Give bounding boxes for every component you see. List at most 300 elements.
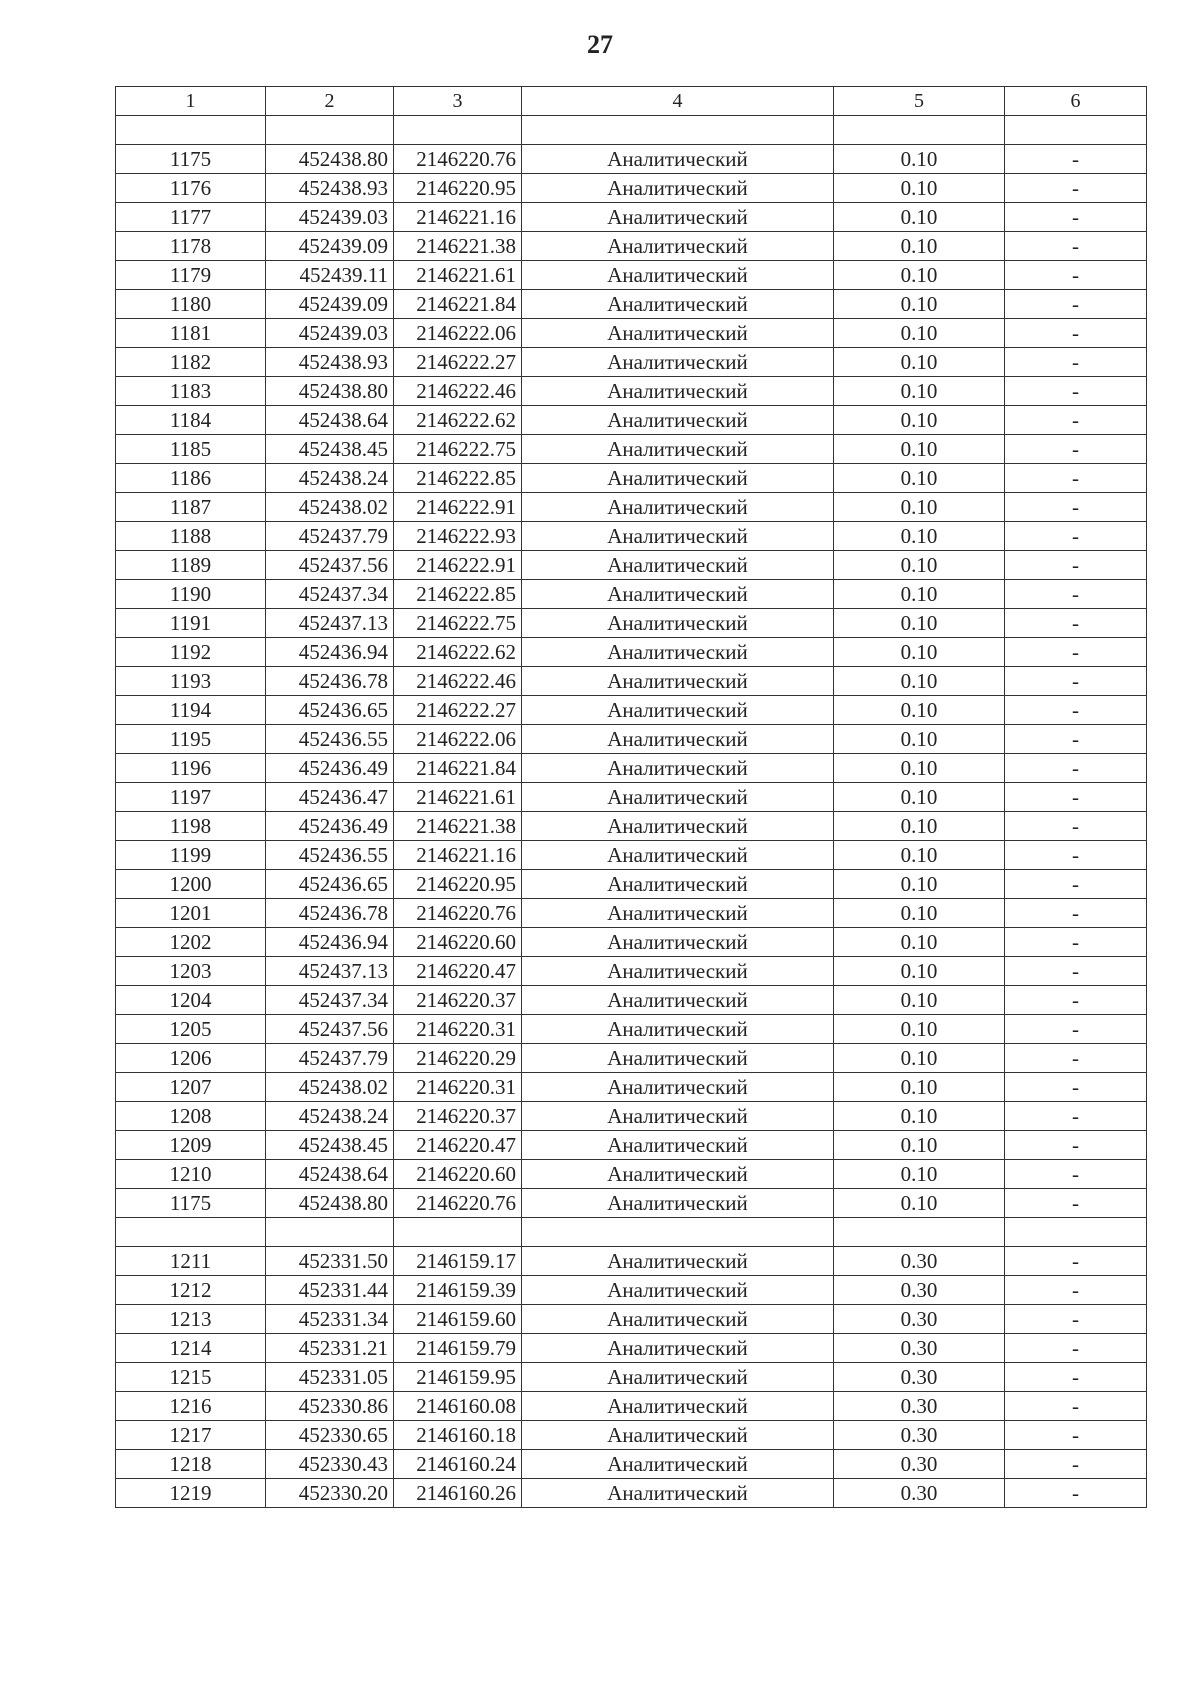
method-cell: Аналитический [522, 1247, 834, 1276]
method-cell: Аналитический [522, 551, 834, 580]
table-row [116, 986, 1147, 1015]
table-row [116, 174, 1147, 203]
accuracy-cell: 0.10 [834, 348, 1005, 377]
separator-row [116, 116, 1147, 145]
x-coordinate-cell: 452438.93 [266, 174, 394, 203]
accuracy-cell: 0.10 [834, 899, 1005, 928]
note-cell: - [1005, 754, 1147, 783]
x-coordinate-cell: 452438.64 [266, 406, 394, 435]
y-coordinate-cell: 2146222.75 [394, 609, 522, 638]
y-coordinate-cell: 2146220.60 [394, 928, 522, 957]
method-cell: Аналитический [522, 1392, 834, 1421]
y-coordinate-cell: 2146222.06 [394, 725, 522, 754]
note-cell: - [1005, 232, 1147, 261]
note-cell: - [1005, 841, 1147, 870]
x-coordinate-cell: 452330.65 [266, 1421, 394, 1450]
table-row [116, 1392, 1147, 1421]
method-cell: Аналитический [522, 1015, 834, 1044]
method-cell: Аналитический [522, 1160, 834, 1189]
note-cell: - [1005, 1363, 1147, 1392]
accuracy-cell: 0.30 [834, 1421, 1005, 1450]
x-coordinate-cell: 452438.80 [266, 377, 394, 406]
y-coordinate-cell: 2146221.16 [394, 203, 522, 232]
table-row [116, 493, 1147, 522]
y-coordinate-cell: 2146221.61 [394, 261, 522, 290]
point-number-cell: 1179 [116, 261, 266, 290]
accuracy-cell: 0.30 [834, 1334, 1005, 1363]
note-cell: - [1005, 1334, 1147, 1363]
note-cell: - [1005, 551, 1147, 580]
point-number-cell: 1201 [116, 899, 266, 928]
method-cell: Аналитический [522, 1363, 834, 1392]
note-cell: - [1005, 928, 1147, 957]
column-header: 6 [1005, 87, 1147, 116]
note-cell: - [1005, 522, 1147, 551]
coordinates-table [115, 86, 1147, 1508]
note-cell: - [1005, 725, 1147, 754]
note-cell: - [1005, 1421, 1147, 1450]
x-coordinate-cell: 452330.20 [266, 1479, 394, 1508]
point-number-cell: 1194 [116, 696, 266, 725]
point-number-cell: 1217 [116, 1421, 266, 1450]
method-cell: Аналитический [522, 754, 834, 783]
method-cell: Аналитический [522, 319, 834, 348]
x-coordinate-cell: 452331.50 [266, 1247, 394, 1276]
x-coordinate-cell: 452439.09 [266, 290, 394, 319]
table-row [116, 754, 1147, 783]
note-cell: - [1005, 1450, 1147, 1479]
note-cell: - [1005, 870, 1147, 899]
table-row [116, 1189, 1147, 1218]
x-coordinate-cell: 452436.47 [266, 783, 394, 812]
accuracy-cell: 0.10 [834, 1015, 1005, 1044]
table-row [116, 348, 1147, 377]
y-coordinate-cell: 2146220.31 [394, 1073, 522, 1102]
method-cell: Аналитический [522, 1334, 834, 1363]
table-row [116, 1479, 1147, 1508]
accuracy-cell: 0.30 [834, 1392, 1005, 1421]
x-coordinate-cell: 452331.34 [266, 1305, 394, 1334]
y-coordinate-cell: 2146160.18 [394, 1421, 522, 1450]
y-coordinate-cell: 2146220.60 [394, 1160, 522, 1189]
column-header: 2 [266, 87, 394, 116]
note-cell: - [1005, 667, 1147, 696]
note-cell: - [1005, 319, 1147, 348]
point-number-cell: 1214 [116, 1334, 266, 1363]
method-cell [522, 116, 834, 145]
point-number-cell: 1203 [116, 957, 266, 986]
y-coordinate-cell: 2146220.37 [394, 986, 522, 1015]
x-coordinate-cell: 452436.65 [266, 696, 394, 725]
point-number-cell: 1191 [116, 609, 266, 638]
column-header: 5 [834, 87, 1005, 116]
accuracy-cell: 0.10 [834, 638, 1005, 667]
x-coordinate-cell: 452437.79 [266, 522, 394, 551]
y-coordinate-cell: 2146222.93 [394, 522, 522, 551]
note-cell: - [1005, 899, 1147, 928]
method-cell: Аналитический [522, 348, 834, 377]
point-number-cell: 1187 [116, 493, 266, 522]
accuracy-cell: 0.10 [834, 203, 1005, 232]
table-row [116, 145, 1147, 174]
method-cell: Аналитический [522, 1450, 834, 1479]
x-coordinate-cell: 452438.80 [266, 1189, 394, 1218]
method-cell: Аналитический [522, 1479, 834, 1508]
accuracy-cell: 0.10 [834, 145, 1005, 174]
point-number-cell: 1180 [116, 290, 266, 319]
point-number-cell: 1177 [116, 203, 266, 232]
accuracy-cell: 0.10 [834, 1160, 1005, 1189]
method-cell: Аналитический [522, 1276, 834, 1305]
method-cell: Аналитический [522, 667, 834, 696]
accuracy-cell: 0.10 [834, 609, 1005, 638]
table-row [116, 870, 1147, 899]
method-cell: Аналитический [522, 290, 834, 319]
x-coordinate-cell: 452331.21 [266, 1334, 394, 1363]
accuracy-cell: 0.10 [834, 319, 1005, 348]
table-header-row [116, 87, 1147, 116]
y-coordinate-cell [394, 1218, 522, 1247]
table-row [116, 1044, 1147, 1073]
note-cell: - [1005, 261, 1147, 290]
table-row [116, 696, 1147, 725]
x-coordinate-cell: 452439.11 [266, 261, 394, 290]
table-body [116, 87, 1147, 1508]
y-coordinate-cell: 2146160.24 [394, 1450, 522, 1479]
point-number-cell: 1195 [116, 725, 266, 754]
method-cell: Аналитический [522, 841, 834, 870]
note-cell: - [1005, 1247, 1147, 1276]
table-row [116, 1015, 1147, 1044]
accuracy-cell: 0.10 [834, 725, 1005, 754]
table-row [116, 812, 1147, 841]
method-cell: Аналитический [522, 435, 834, 464]
note-cell: - [1005, 1189, 1147, 1218]
accuracy-cell: 0.10 [834, 232, 1005, 261]
table-row [116, 1131, 1147, 1160]
y-coordinate-cell: 2146222.46 [394, 377, 522, 406]
x-coordinate-cell: 452436.94 [266, 638, 394, 667]
table-row [116, 203, 1147, 232]
point-number-cell: 1184 [116, 406, 266, 435]
x-coordinate-cell: 452439.09 [266, 232, 394, 261]
y-coordinate-cell: 2146222.85 [394, 580, 522, 609]
y-coordinate-cell: 2146220.31 [394, 1015, 522, 1044]
x-coordinate-cell: 452438.93 [266, 348, 394, 377]
accuracy-cell: 0.10 [834, 783, 1005, 812]
accuracy-cell: 0.30 [834, 1450, 1005, 1479]
method-cell: Аналитический [522, 1044, 834, 1073]
x-coordinate-cell: 452438.80 [266, 145, 394, 174]
y-coordinate-cell: 2146220.76 [394, 1189, 522, 1218]
method-cell: Аналитический [522, 203, 834, 232]
table-row [116, 232, 1147, 261]
y-coordinate-cell: 2146221.84 [394, 290, 522, 319]
point-number-cell [116, 1218, 266, 1247]
point-number-cell: 1198 [116, 812, 266, 841]
accuracy-cell: 0.10 [834, 377, 1005, 406]
note-cell: - [1005, 1102, 1147, 1131]
y-coordinate-cell: 2146220.37 [394, 1102, 522, 1131]
y-coordinate-cell: 2146159.39 [394, 1276, 522, 1305]
note-cell: - [1005, 1305, 1147, 1334]
table-row [116, 1160, 1147, 1189]
table-row [116, 406, 1147, 435]
accuracy-cell: 0.10 [834, 986, 1005, 1015]
x-coordinate-cell: 452437.56 [266, 551, 394, 580]
x-coordinate-cell: 452436.49 [266, 754, 394, 783]
point-number-cell: 1206 [116, 1044, 266, 1073]
table-row [116, 1247, 1147, 1276]
point-number-cell: 1205 [116, 1015, 266, 1044]
table-row [116, 435, 1147, 464]
x-coordinate-cell: 452438.02 [266, 1073, 394, 1102]
accuracy-cell: 0.10 [834, 464, 1005, 493]
x-coordinate-cell: 452436.65 [266, 870, 394, 899]
x-coordinate-cell: 452438.24 [266, 1102, 394, 1131]
note-cell: - [1005, 290, 1147, 319]
table-row [116, 1073, 1147, 1102]
method-cell: Аналитический [522, 522, 834, 551]
accuracy-cell: 0.10 [834, 1044, 1005, 1073]
point-number-cell: 1215 [116, 1363, 266, 1392]
method-cell: Аналитический [522, 406, 834, 435]
method-cell: Аналитический [522, 464, 834, 493]
page-number: 27 [587, 30, 613, 59]
note-cell: - [1005, 377, 1147, 406]
method-cell: Аналитический [522, 870, 834, 899]
accuracy-cell: 0.10 [834, 290, 1005, 319]
table-row [116, 580, 1147, 609]
table-row [116, 638, 1147, 667]
note-cell: - [1005, 1479, 1147, 1508]
point-number-cell: 1219 [116, 1479, 266, 1508]
method-cell: Аналитический [522, 609, 834, 638]
x-coordinate-cell: 452436.55 [266, 725, 394, 754]
x-coordinate-cell: 452331.44 [266, 1276, 394, 1305]
table-row [116, 377, 1147, 406]
point-number-cell: 1199 [116, 841, 266, 870]
table-row [116, 522, 1147, 551]
accuracy-cell [834, 116, 1005, 145]
y-coordinate-cell: 2146221.84 [394, 754, 522, 783]
x-coordinate-cell: 452436.78 [266, 667, 394, 696]
accuracy-cell: 0.10 [834, 435, 1005, 464]
accuracy-cell: 0.10 [834, 493, 1005, 522]
y-coordinate-cell: 2146159.95 [394, 1363, 522, 1392]
y-coordinate-cell: 2146220.47 [394, 957, 522, 986]
y-coordinate-cell: 2146221.38 [394, 232, 522, 261]
point-number-cell: 1190 [116, 580, 266, 609]
x-coordinate-cell: 452437.34 [266, 580, 394, 609]
point-number-cell: 1197 [116, 783, 266, 812]
method-cell: Аналитический [522, 957, 834, 986]
x-coordinate-cell: 452439.03 [266, 319, 394, 348]
y-coordinate-cell: 2146222.62 [394, 406, 522, 435]
y-coordinate-cell: 2146222.91 [394, 551, 522, 580]
table-row [116, 1421, 1147, 1450]
x-coordinate-cell: 452437.79 [266, 1044, 394, 1073]
table-row [116, 1450, 1147, 1479]
point-number-cell: 1202 [116, 928, 266, 957]
method-cell: Аналитический [522, 725, 834, 754]
point-number-cell: 1185 [116, 435, 266, 464]
x-coordinate-cell: 452436.78 [266, 899, 394, 928]
point-number-cell: 1218 [116, 1450, 266, 1479]
point-number-cell: 1204 [116, 986, 266, 1015]
point-number-cell: 1192 [116, 638, 266, 667]
note-cell: - [1005, 493, 1147, 522]
x-coordinate-cell: 452437.56 [266, 1015, 394, 1044]
y-coordinate-cell: 2146222.06 [394, 319, 522, 348]
note-cell: - [1005, 1044, 1147, 1073]
x-coordinate-cell: 452439.03 [266, 203, 394, 232]
table-row [116, 290, 1147, 319]
x-coordinate-cell: 452437.13 [266, 609, 394, 638]
table-row [116, 609, 1147, 638]
method-cell: Аналитический [522, 928, 834, 957]
point-number-cell [116, 116, 266, 145]
note-cell: - [1005, 812, 1147, 841]
point-number-cell: 1216 [116, 1392, 266, 1421]
point-number-cell: 1209 [116, 1131, 266, 1160]
table-row [116, 1363, 1147, 1392]
accuracy-cell: 0.10 [834, 174, 1005, 203]
method-cell: Аналитический [522, 261, 834, 290]
note-cell: - [1005, 406, 1147, 435]
accuracy-cell: 0.10 [834, 870, 1005, 899]
accuracy-cell: 0.30 [834, 1247, 1005, 1276]
point-number-cell: 1212 [116, 1276, 266, 1305]
method-cell: Аналитический [522, 1305, 834, 1334]
x-coordinate-cell: 452438.24 [266, 464, 394, 493]
table-row [116, 783, 1147, 812]
y-coordinate-cell: 2146222.91 [394, 493, 522, 522]
y-coordinate-cell: 2146220.76 [394, 899, 522, 928]
x-coordinate-cell: 452331.05 [266, 1363, 394, 1392]
y-coordinate-cell: 2146222.27 [394, 348, 522, 377]
accuracy-cell: 0.10 [834, 551, 1005, 580]
accuracy-cell: 0.10 [834, 841, 1005, 870]
point-number-cell: 1213 [116, 1305, 266, 1334]
method-cell: Аналитический [522, 174, 834, 203]
note-cell: - [1005, 174, 1147, 203]
x-coordinate-cell: 452330.86 [266, 1392, 394, 1421]
separator-row [116, 1218, 1147, 1247]
point-number-cell: 1189 [116, 551, 266, 580]
y-coordinate-cell: 2146221.61 [394, 783, 522, 812]
method-cell: Аналитический [522, 1189, 834, 1218]
x-coordinate-cell: 452438.45 [266, 1131, 394, 1160]
table-row [116, 319, 1147, 348]
accuracy-cell: 0.10 [834, 957, 1005, 986]
method-cell: Аналитический [522, 232, 834, 261]
y-coordinate-cell: 2146159.17 [394, 1247, 522, 1276]
x-coordinate-cell: 452437.13 [266, 957, 394, 986]
note-cell: - [1005, 203, 1147, 232]
note-cell: - [1005, 435, 1147, 464]
table-row [116, 667, 1147, 696]
table-row [116, 1276, 1147, 1305]
point-number-cell: 1175 [116, 145, 266, 174]
note-cell: - [1005, 1160, 1147, 1189]
note-cell: - [1005, 580, 1147, 609]
y-coordinate-cell: 2146222.85 [394, 464, 522, 493]
accuracy-cell: 0.10 [834, 812, 1005, 841]
note-cell: - [1005, 1073, 1147, 1102]
accuracy-cell: 0.10 [834, 1073, 1005, 1102]
point-number-cell: 1211 [116, 1247, 266, 1276]
point-number-cell: 1178 [116, 232, 266, 261]
accuracy-cell: 0.10 [834, 1189, 1005, 1218]
table-row [116, 1334, 1147, 1363]
method-cell: Аналитический [522, 899, 834, 928]
accuracy-cell: 0.10 [834, 696, 1005, 725]
y-coordinate-cell: 2146222.75 [394, 435, 522, 464]
note-cell [1005, 1218, 1147, 1247]
note-cell [1005, 116, 1147, 145]
point-number-cell: 1182 [116, 348, 266, 377]
point-number-cell: 1196 [116, 754, 266, 783]
point-number-cell: 1207 [116, 1073, 266, 1102]
y-coordinate-cell: 2146222.46 [394, 667, 522, 696]
table-row [116, 1102, 1147, 1131]
point-number-cell: 1208 [116, 1102, 266, 1131]
y-coordinate-cell: 2146222.27 [394, 696, 522, 725]
column-header: 3 [394, 87, 522, 116]
accuracy-cell: 0.30 [834, 1479, 1005, 1508]
accuracy-cell: 0.10 [834, 261, 1005, 290]
note-cell: - [1005, 638, 1147, 667]
y-coordinate-cell: 2146159.60 [394, 1305, 522, 1334]
x-coordinate-cell: 452436.55 [266, 841, 394, 870]
y-coordinate-cell: 2146221.16 [394, 841, 522, 870]
method-cell: Аналитический [522, 696, 834, 725]
x-coordinate-cell: 452437.34 [266, 986, 394, 1015]
accuracy-cell: 0.10 [834, 928, 1005, 957]
x-coordinate-cell [266, 116, 394, 145]
accuracy-cell: 0.10 [834, 522, 1005, 551]
y-coordinate-cell [394, 116, 522, 145]
x-coordinate-cell: 452436.94 [266, 928, 394, 957]
accuracy-cell: 0.30 [834, 1305, 1005, 1334]
x-coordinate-cell: 452438.45 [266, 435, 394, 464]
table-row [116, 841, 1147, 870]
point-number-cell: 1210 [116, 1160, 266, 1189]
accuracy-cell: 0.30 [834, 1363, 1005, 1392]
method-cell: Аналитический [522, 1131, 834, 1160]
point-number-cell: 1176 [116, 174, 266, 203]
table-row [116, 1305, 1147, 1334]
method-cell: Аналитический [522, 812, 834, 841]
table-row [116, 928, 1147, 957]
y-coordinate-cell: 2146160.08 [394, 1392, 522, 1421]
x-coordinate-cell: 452436.49 [266, 812, 394, 841]
y-coordinate-cell: 2146220.47 [394, 1131, 522, 1160]
y-coordinate-cell: 2146221.38 [394, 812, 522, 841]
y-coordinate-cell: 2146220.95 [394, 870, 522, 899]
accuracy-cell: 0.10 [834, 1131, 1005, 1160]
method-cell: Аналитический [522, 1421, 834, 1450]
accuracy-cell: 0.10 [834, 406, 1005, 435]
x-coordinate-cell: 452330.43 [266, 1450, 394, 1479]
note-cell: - [1005, 609, 1147, 638]
note-cell: - [1005, 1276, 1147, 1305]
method-cell: Аналитический [522, 377, 834, 406]
note-cell: - [1005, 464, 1147, 493]
y-coordinate-cell: 2146159.79 [394, 1334, 522, 1363]
x-coordinate-cell: 452438.64 [266, 1160, 394, 1189]
